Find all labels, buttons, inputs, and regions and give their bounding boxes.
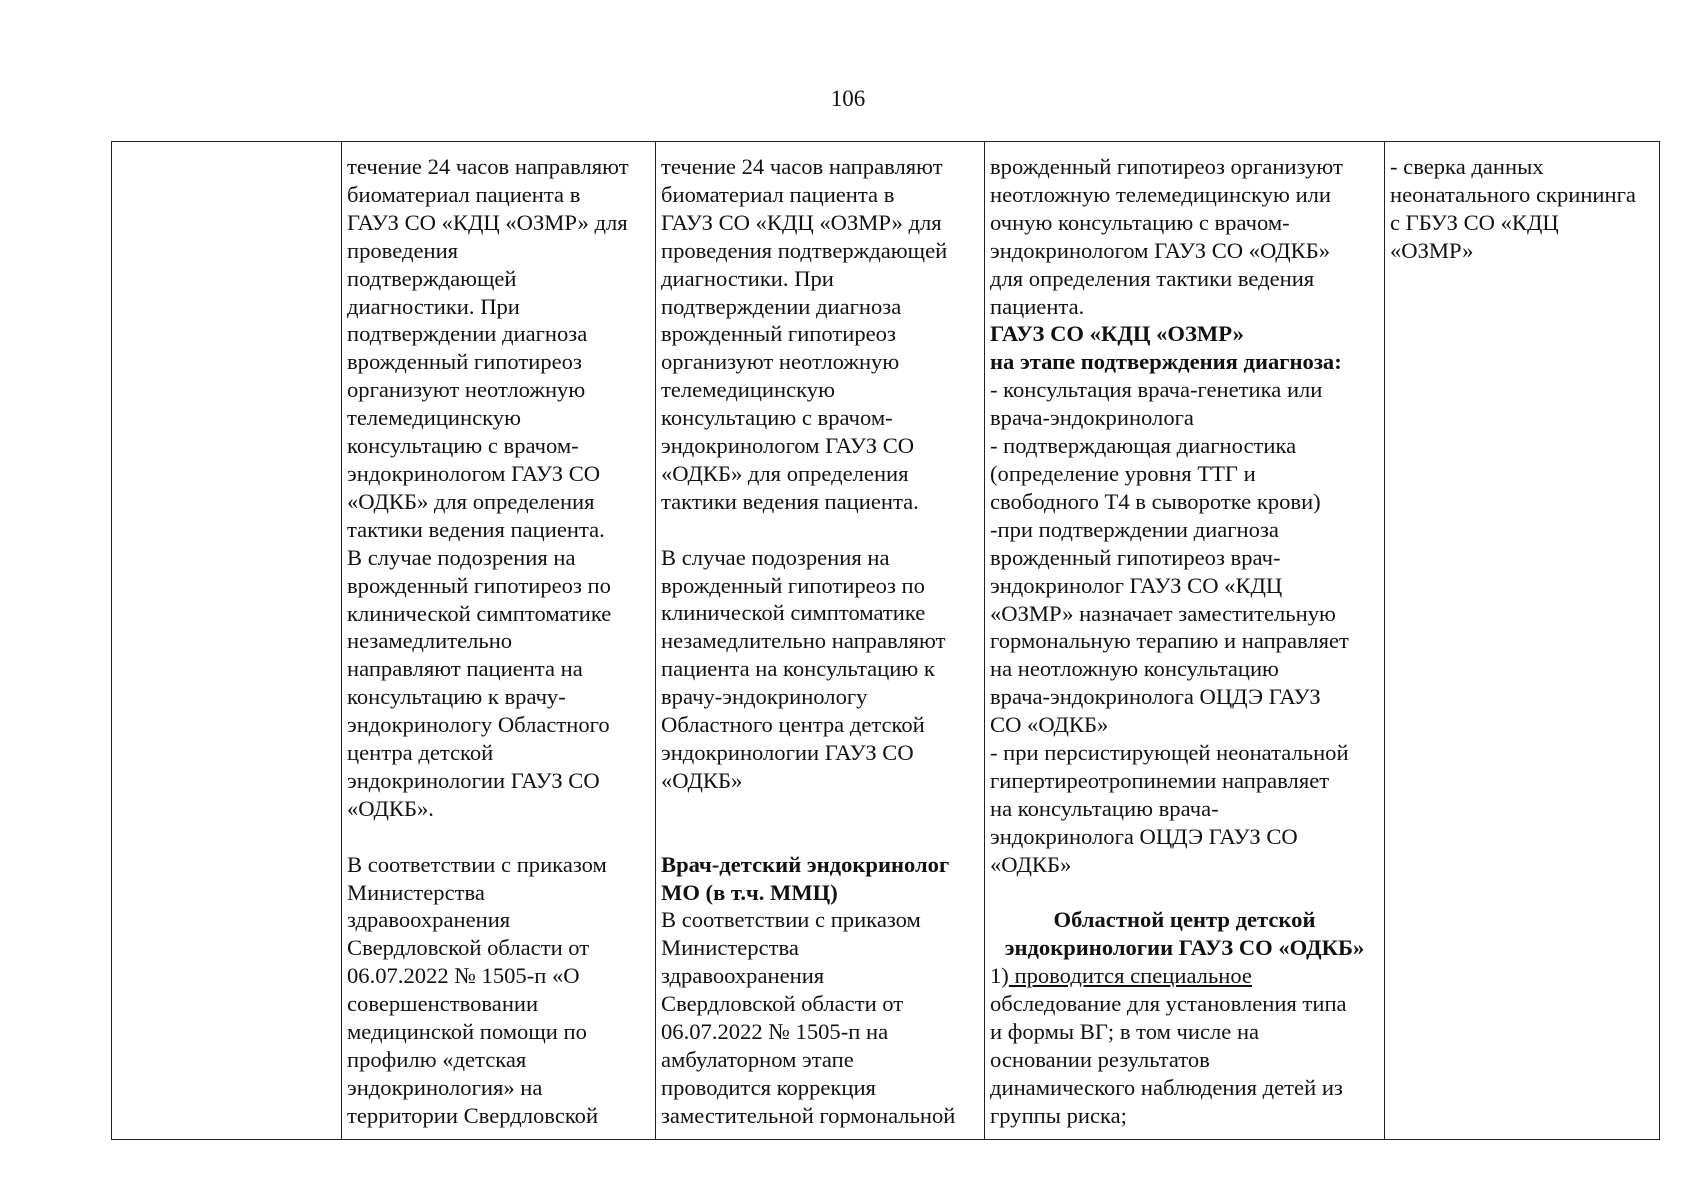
text-line: СО «ОДКБ» <box>990 712 1109 738</box>
text-line: «ОДКБ» для определения <box>347 488 595 514</box>
text-line: - сверка данных <box>1390 154 1544 179</box>
text-line: эндокринология» на <box>347 1074 543 1100</box>
table-cell-column-2 <box>342 142 656 1140</box>
list-item-number: 1) <box>990 963 1009 989</box>
text-line: «ОДКБ» <box>661 767 743 793</box>
paragraph-gap <box>661 823 979 851</box>
text-line: эндокринологии ГАУЗ СО <box>661 740 914 766</box>
text-line: клинической симптоматике <box>347 600 612 626</box>
paragraph <box>990 153 1379 320</box>
text-line: биоматериал пациента в <box>661 181 895 207</box>
text-line: 06.07.2022 № 1505-п «О <box>347 963 580 989</box>
text-line: В случае подозрения на <box>661 544 890 570</box>
text-line: Свердловской области от <box>661 991 904 1017</box>
text-line: свободного Т4 в сыворотке крови) <box>990 488 1321 514</box>
text-line: МО (в т.ч. ММЦ) <box>661 879 838 905</box>
text-line: гормональную терапию и направляет <box>990 628 1349 654</box>
text-line: динамического наблюдения детей из <box>990 1074 1343 1100</box>
text-line: здравоохранения <box>347 907 511 933</box>
text-line: и формы ВГ; в том числе на <box>990 1019 1260 1045</box>
text-line: совершенствовании <box>347 991 539 1017</box>
paragraph-gap <box>661 516 979 544</box>
text-line: проведения <box>347 237 459 263</box>
text-line: эндокринологом ГАУЗ СО <box>661 433 915 459</box>
text-line: эндокринолог ГАУЗ СО «КДЦ <box>990 572 1283 598</box>
text-line: медицинской помощи по <box>347 1019 587 1045</box>
text-line: подтверждающей <box>347 265 517 291</box>
text-line: «ОДКБ» для определения <box>661 460 909 486</box>
text-line: неотложную телемедицинскую или <box>990 181 1332 207</box>
text-line: эндокринологии ГАУЗ СО «ОДКБ» <box>1004 935 1365 961</box>
text-line: -при подтверждении диагноза <box>990 516 1279 542</box>
text-line: эндокринолога ОЦДЭ ГАУЗ СО <box>990 823 1298 849</box>
paragraph-gap <box>990 879 1379 907</box>
text-line: эндокринологом ГАУЗ СО «ОДКБ» <box>990 237 1330 263</box>
text-line: проведения подтверждающей <box>661 237 948 263</box>
text-line: - подтверждающая диагностика <box>990 433 1297 459</box>
text-line: - консультация врача-генетика или <box>990 377 1323 403</box>
text-line: телемедицинскую <box>661 377 835 403</box>
text-line: В случае подозрения на <box>347 544 576 570</box>
paragraph <box>661 544 979 795</box>
paragraph <box>347 851 650 1130</box>
text-line: консультацию с врачом- <box>347 433 579 459</box>
text-line: врача-эндокринолога ОЦДЭ ГАУЗ <box>990 684 1321 710</box>
text-line: врожденный гипотиреоз <box>661 321 896 347</box>
text-line: Областного центра детской <box>661 712 925 738</box>
section-heading <box>990 906 1379 962</box>
list-item-text: проводится специальное <box>1008 963 1252 989</box>
text-line: 06.07.2022 № 1505-п на <box>661 1019 889 1045</box>
text-line: диагностики. При <box>347 293 520 319</box>
paragraph <box>661 906 979 1129</box>
text-line: «ОЗМР» <box>1390 237 1474 263</box>
text-line: консультацию к врачу- <box>347 684 566 710</box>
text-line: Областной центр детской <box>1053 907 1316 933</box>
text-line: заместительной гормональной <box>661 1102 956 1128</box>
text-line: территории Свердловской <box>347 1102 599 1128</box>
text-line: Врач-детский эндокринолог <box>661 851 950 877</box>
text-line: «ОДКБ» <box>990 851 1072 877</box>
table-cell-column-4 <box>985 142 1385 1140</box>
text-line: ГАУЗ СО «КДЦ «ОЗМР» для <box>347 209 628 235</box>
paragraph <box>1390 153 1654 265</box>
paragraph <box>347 153 650 544</box>
text-line: на неотложную консультацию <box>990 656 1279 682</box>
table-cell-column-5 <box>1385 142 1660 1140</box>
text-line: биоматериал пациента в <box>347 181 581 207</box>
paragraph <box>990 376 1379 878</box>
text-line: незамедлительно направляют <box>661 628 946 654</box>
text-line: «ОЗМР» назначает заместительную <box>990 600 1336 626</box>
text-line: консультацию с врачом- <box>661 405 893 431</box>
text-line: гипертиреотропинемии направляет <box>990 767 1330 793</box>
list-item-first-line <box>990 962 1379 990</box>
text-line: проводится коррекция <box>661 1074 876 1100</box>
text-line: - при персистирующей неонатальной <box>990 740 1349 766</box>
page-number: 106 <box>830 86 866 111</box>
text-line: подтверждении диагноза <box>661 293 902 319</box>
document-table <box>111 141 1660 1140</box>
text-line: амбулаторном этапе <box>661 1046 854 1072</box>
paragraph <box>347 544 650 823</box>
text-line: очную консультацию с врачом- <box>990 209 1290 235</box>
text-line: Министерства <box>347 879 485 905</box>
paragraph-gap <box>661 795 979 823</box>
text-line: В соответствии с приказом <box>661 907 921 933</box>
text-line: с ГБУЗ СО «КДЦ <box>1390 209 1559 235</box>
text-line: организуют неотложную <box>661 349 900 375</box>
text-line: тактики ведения пациента. <box>347 516 605 542</box>
text-line: диагностики. При <box>661 265 834 291</box>
table-cell-column-3 <box>656 142 985 1140</box>
text-line: обследование для установления типа <box>990 991 1347 1017</box>
text-line: на консультацию врача- <box>990 795 1219 821</box>
text-line: течение 24 часов направляют <box>347 154 629 179</box>
text-line: подтверждении диагноза <box>347 321 588 347</box>
text-line: профилю «детская <box>347 1046 527 1072</box>
text-line: врачу-эндокринологу <box>661 684 868 710</box>
text-line: телемедицинскую <box>347 405 521 431</box>
text-line: врожденный гипотиреоз врач- <box>990 544 1281 570</box>
text-line: (определение уровня ТТГ и <box>990 460 1256 486</box>
text-line: направляют пациента на <box>347 656 583 682</box>
text-line: для определения тактики ведения <box>990 265 1315 291</box>
text-line: «ОДКБ». <box>347 795 434 821</box>
text-line: группы риска; <box>990 1102 1127 1128</box>
text-line: врожденный гипотиреоз по <box>347 572 611 598</box>
text-line: ГАУЗ СО «КДЦ «ОЗМР» <box>990 321 1244 347</box>
text-line: организуют неотложную <box>347 377 586 403</box>
text-line: эндокринологом ГАУЗ СО <box>347 460 601 486</box>
text-line: Свердловской области от <box>347 935 590 961</box>
text-line: пациента на консультацию к <box>661 656 935 682</box>
text-line: тактики ведения пациента. <box>661 488 919 514</box>
text-line: врача-эндокринолога <box>990 405 1194 431</box>
section-heading <box>990 320 1379 376</box>
text-line: течение 24 часов направляют <box>661 154 943 179</box>
text-line: эндокринологу Областного <box>347 712 610 738</box>
paragraph-gap <box>347 823 650 851</box>
text-line: клинической симптоматике <box>661 600 926 626</box>
text-line: центра детской <box>347 740 494 766</box>
table-row <box>112 142 1660 1140</box>
text-line: пациента. <box>990 293 1085 319</box>
table-cell-empty <box>112 142 342 1140</box>
text-line: врожденный гипотиреоз организуют <box>990 154 1343 179</box>
text-line: В соответствии с приказом <box>347 851 607 877</box>
text-line: основании результатов <box>990 1046 1210 1072</box>
text-line: неонатального скрининга <box>1390 181 1636 207</box>
list-item-continuation <box>990 990 1379 1130</box>
text-line: врожденный гипотиреоз по <box>661 572 925 598</box>
section-heading <box>661 851 979 907</box>
text-line: незамедлительно <box>347 628 513 654</box>
text-line: здравоохранения <box>661 963 825 989</box>
paragraph <box>661 153 979 516</box>
text-line: на этапе подтверждения диагноза: <box>990 349 1342 375</box>
list-item <box>990 962 1379 1129</box>
text-line: врожденный гипотиреоз <box>347 349 582 375</box>
text-line: Министерства <box>661 935 799 961</box>
text-line: эндокринологии ГАУЗ СО <box>347 767 600 793</box>
text-line: ГАУЗ СО «КДЦ «ОЗМР» для <box>661 209 942 235</box>
